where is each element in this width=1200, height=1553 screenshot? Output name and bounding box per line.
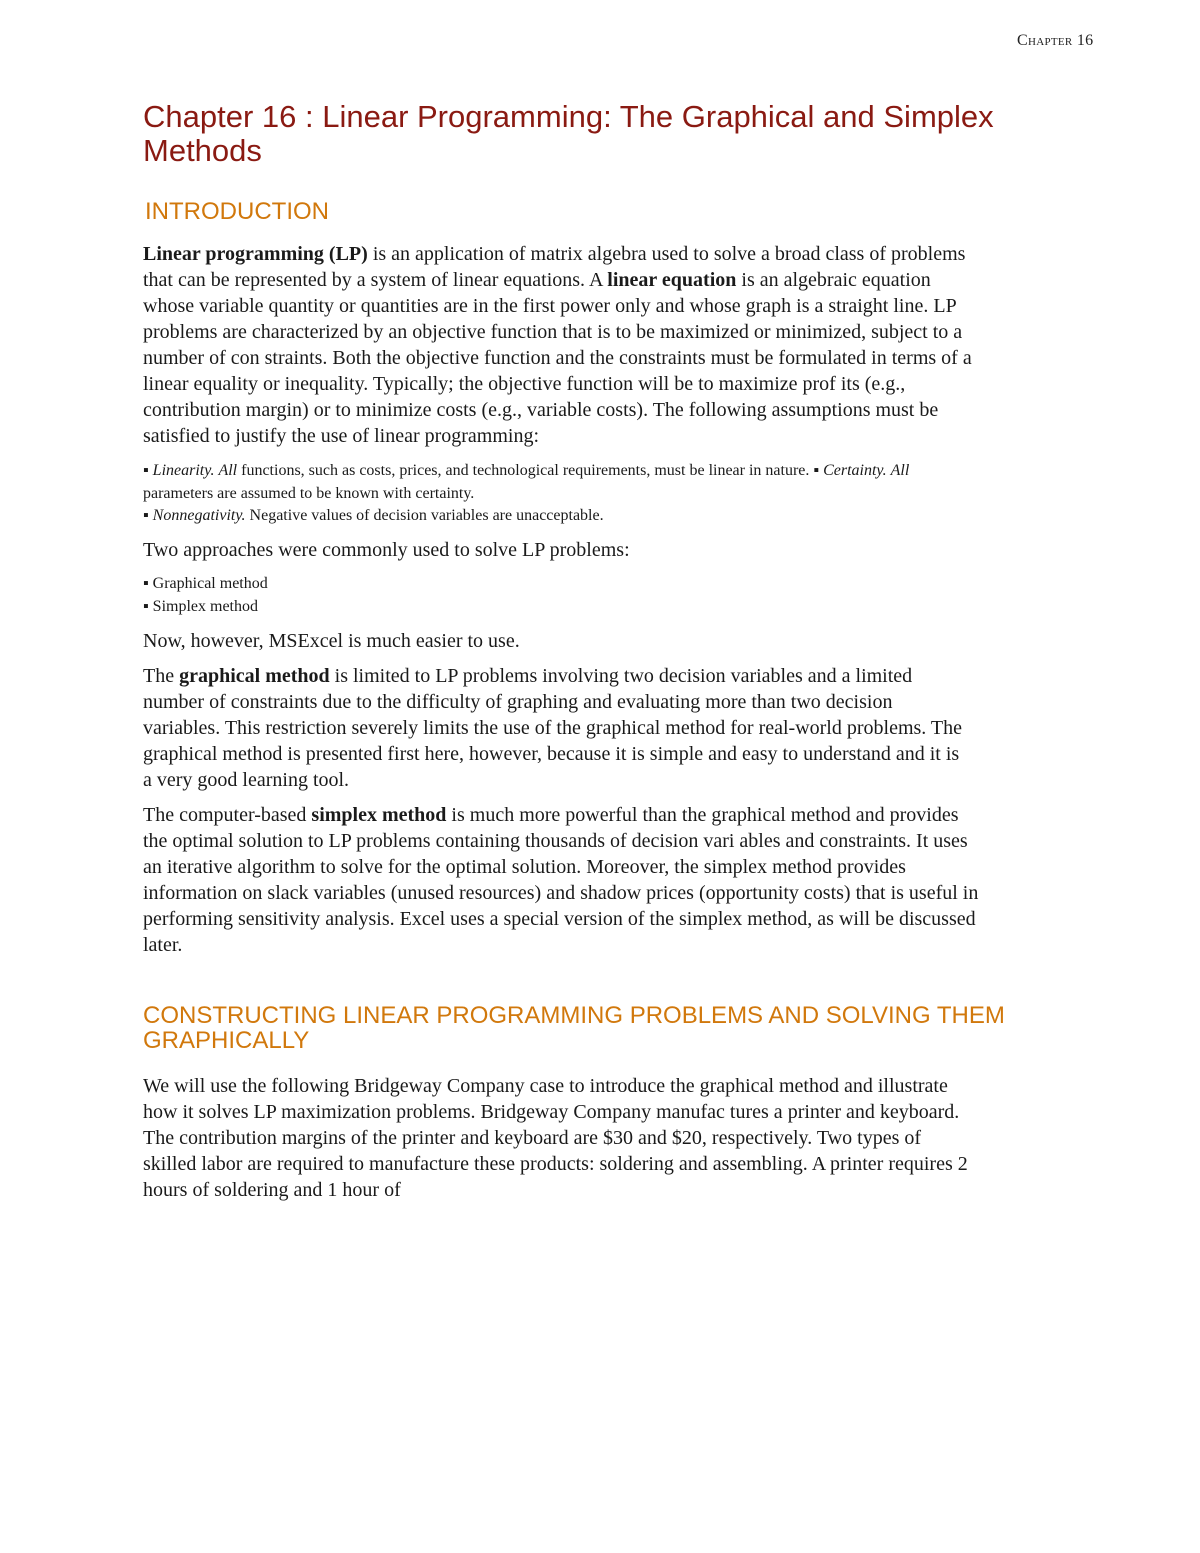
assumptions-list (143, 460, 943, 528)
intro-paragraph (143, 241, 973, 449)
term-linear-equation: linear equation (607, 269, 737, 291)
approaches-list (143, 572, 1153, 618)
bullet-nonnegativity-text: Negative values of decision variables are unacceptable. (245, 507, 604, 524)
bullet-linearity-term: Linearity. (152, 462, 215, 479)
approaches-intro: Two approaches were commonly used to solve LP problems: (143, 538, 630, 561)
list-item: ▪ Simplex method (143, 597, 258, 615)
simplex-text-1: The computer-based (143, 803, 312, 826)
term-simplex-method: simplex method (311, 803, 447, 826)
term-linear-programming: Linear programming (LP) (143, 243, 368, 265)
bullet-certainty-text: parameters are assumed to be known with certainty. (143, 484, 475, 502)
bullet-nonnegativity-term: Nonnegativity. (152, 507, 246, 524)
chapter-title: Chapter 16 : Linear Programming: The Graphical and Simplex Methods (143, 99, 994, 168)
bullet-certainty: ▪ Certainty. All parameters are assumed to be known with certainty. (143, 462, 910, 502)
excel-note: Now, however, MSExcel is much easier to use. (143, 629, 520, 652)
bullet-linearity: ▪ Linearity. All functions, such as costs, prices, and technological requirements, must be linear in nature. (143, 462, 814, 479)
running-head: Chapter 16 (1017, 32, 1094, 49)
list-item: ▪ Graphical method (143, 574, 268, 592)
bullet-linearity-all: All (218, 462, 238, 479)
graphical-method-paragraph (143, 663, 973, 793)
bridgeway-paragraph: We will use the following Bridgeway Company case to introduce the graphical method and illustrate how it solves LP maximization problems. Bridgeway Company manufac tures a printer and keyboard. The contribution margins of the printer and keyboard are $30 and $20, respectively. Two types of skilled labor are required to manufacture these products: soldering and assembling. A printer requires 2 hours of soldering and 1 hour of (143, 1074, 968, 1201)
bullet-certainty-term: Certainty. (823, 462, 887, 479)
bullet-certainty-all: All (890, 462, 910, 479)
section-heading-introduction: INTRODUCTION (145, 198, 329, 225)
approach-simplex: Simplex method (152, 597, 258, 615)
term-graphical-method: graphical method (179, 664, 330, 687)
bullet-nonnegativity: ▪ Nonnegativity. Negative values of decision variables are unacceptable. (143, 507, 604, 524)
intro-paragraph-text-1: is an application of matrix algebra used to solve a broad class of problems that can be represented by a system of linear equations. A (143, 243, 966, 291)
approach-graphical: Graphical method (152, 574, 268, 592)
page-content (143, 100, 1153, 1203)
section-heading-constructing: CONSTRUCTING LINEAR PROGRAMMING PROBLEMS AND SOLVING THEM GRAPHICALLY (143, 1001, 1005, 1054)
graphical-text-1: The (143, 664, 180, 687)
simplex-text-2: is much more powerful than the graphical method and provides the optimal solution to LP problems containing thousands of decision vari ables and constraints. It uses an iterative algorithm to solve for the optimal solution. Moreover, the simplex method provides information on slack variables (unused resources) and shadow prices (opportunity costs) that is useful in performing sensitivity analysis. Excel uses a special version of the simplex method, as will be discussed later. (143, 803, 979, 956)
graphical-text-2: is limited to LP problems involving two decision variables and a limited number of constraints due to the difficulty of graphing and evaluating more than two decision variables. This restriction severely limits the use of the graphical method for real-world problems. The graphical method is presented first here, however, because it is simple and easy to understand and it is a very good learning tool. (143, 664, 963, 791)
simplex-method-paragraph (143, 802, 983, 958)
intro-paragraph-text-2: is an algebraic equation whose variable quantity or quantities are in the first power only and whose graph is a straight line. LP problems are characterized by an objective function that is to be maximized or minimized, subject to a number of con straints. Both the objective function and the constraints must be formulated in terms of a linear equality or inequality. Typically; the objective function will be to maximize prof its (e.g., contribution margin) or to minimize costs (e.g., variable costs). The following assumptions must be satisfied to justify the use of linear programming: (143, 269, 972, 447)
bullet-linearity-text: functions, such as costs, prices, and technological requirements, must be linear in nature. (237, 462, 814, 479)
